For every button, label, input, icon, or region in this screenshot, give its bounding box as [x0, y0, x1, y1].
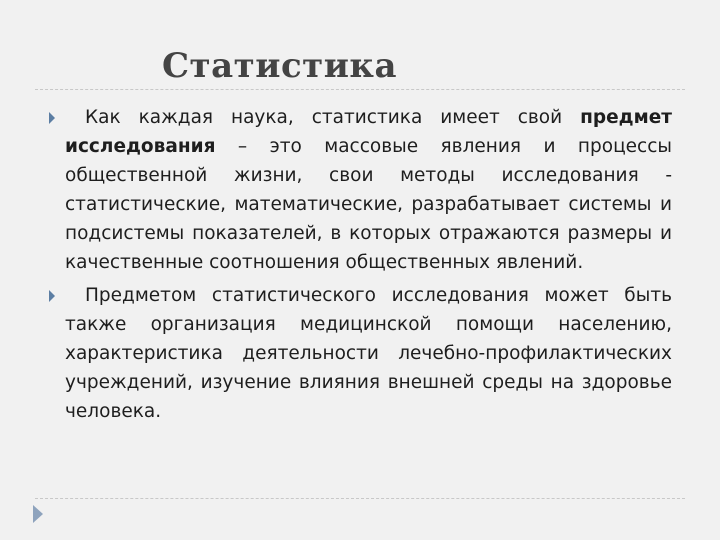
bullet-item-1: [65, 103, 672, 278]
bullet-1-text-start: Как каждая наука, статистика имеет свой: [85, 107, 581, 128]
slide-title: Статистика: [162, 46, 398, 86]
triangle-bullet-icon: [49, 112, 55, 124]
bullet-2-text: Предметом статистического исследования может быть также организация медицинской помощи населению, характеристика деятельности лечебно-профилактических учреждений, изучение влияния внешней среды на здоровье человека.: [65, 284, 672, 422]
bullet-1-text-end: – это массовые явления и процессы общественной жизни, свои методы исследования - статистические, математические, разрабатывает системы и подсистемы показателей, в которых отражаются размеры и качественные соотношения общественных явлений.: [65, 136, 672, 274]
next-slide-arrow-icon[interactable]: [33, 505, 43, 523]
footer-divider: [35, 498, 685, 499]
bullet-item-2: [65, 281, 672, 426]
bullet-list: [65, 103, 672, 429]
bullet-1-bold-term: предмет исследования: [65, 107, 672, 158]
title-divider: [35, 89, 685, 90]
triangle-bullet-icon: [49, 290, 55, 302]
